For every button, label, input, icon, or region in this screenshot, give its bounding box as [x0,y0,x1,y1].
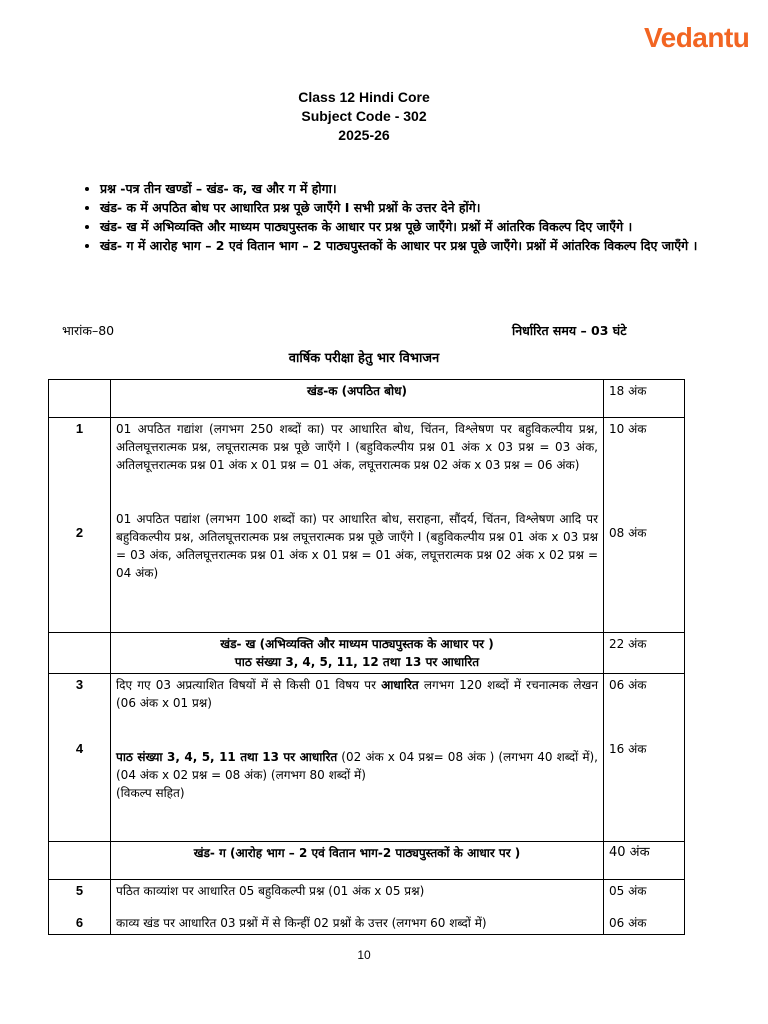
instruction-item: • खंड- क में अपठित बोध पर आधारित प्रश्न पूछे जाएँगे I सभी प्रश्नों के उत्तर देने होंगे। [100,199,700,217]
class-title: Class 12 Hindi Core [298,89,430,105]
table-row [49,380,685,418]
question-description [111,880,604,935]
question-description [111,674,604,842]
question-marks: 05 अंक 06 अंक [604,880,685,935]
weightage-table [48,379,685,935]
table-row [49,880,685,935]
subject-code: Subject Code - 302 [301,108,427,124]
q4-note: (विकल्प सहित) [116,786,185,800]
document-header [0,88,728,145]
page-number: 10 [357,948,371,962]
section-a-marks: 18 अंक [604,380,685,418]
question-description [111,418,604,633]
question-marks: 06 अंक 16 अंक [604,674,685,842]
session-year: 2025-26 [338,127,390,143]
question-number: 3 4 [49,674,111,842]
question-marks: 10 अंक 08 अंक [604,418,685,633]
total-marks: भारांक–80 [62,323,115,338]
section-c-title: खंड- ग (आरोह भाग – 2 एवं वितान भाग-2 पाठ्यपुस्तकों के आधार पर ) [111,842,604,880]
table-row [49,674,685,842]
section-c-marks: 40 अंक [604,842,685,880]
q5-text: पठित काव्यांश पर आधारित 05 बहुविकल्पी प्रश्न (01 अंक x 05 प्रश्न) [116,884,425,898]
instruction-item: • प्रश्न -पत्र तीन खण्डों – खंड- क, ख और ग में होगा। [100,180,700,198]
vedantu-logo: Vedantu [644,22,750,53]
instruction-item: • खंड- ख में अभिव्यक्ति और माध्यम पाठ्यपुस्तक के आधार पर प्रश्न पूछे जाएँगे। प्रश्नों में आंतरिक विकल्प दिए जाएँगे । [100,218,700,236]
question-number: 5 6 [49,880,111,935]
weightage-heading: वार्षिक परीक्षा हेतु भार विभाजन [288,351,440,366]
instructions-list [78,180,700,256]
q1-text: 01 अपठित गद्यांश (लगभग 250 शब्दों का) पर आधारित बोध, चिंतन, विश्लेषण पर बहुविकल्पीय प्रश्न, अतिलघूत्तरात्मक प्रश्न, लघूत्तरात्मक प्रश्न पूछे जाएँगे I (बहुविकल्पीय प्रश्न 01 अंक x 03 प्रश्न = 03 अंक, अतिलघूत्तरात्मक प्रश्न 01 अंक x 01 प्रश्न = 01 अंक, लघूत्तरात्मक प्रश्न 02 अंक x 03 प्रश्न = 06 अंक) [116,422,598,472]
section-a-title: खंड-क (अपठित बोध) [111,380,604,418]
table-row [49,633,685,674]
instruction-item: • खंड- ग में आरोह भाग – 2 एवं वितान भाग – 2 पाठ्यपुस्तकों के आधार पर प्रश्न पूछे जाएँगे। प्रश्नों में आंतरिक विकल्प दिए जाएँगे । [100,237,700,255]
section-b-title: खंड- ख (अभिव्यक्ति और माध्यम पाठ्यपुस्तक के आधार पर ) पाठ संख्या 3, 4, 5, 11, 12 तथा 13 पर आधारित [111,633,604,674]
question-number: 1 2 [49,418,111,633]
q4-text: पाठ संख्या 3, 4, 5, 11 तथा 13 पर आधारित (02 अंक x 04 प्रश्न= 08 अंक ) (लगभग 40 शब्दों में), (04 अंक x 02 प्रश्न = 08 अंक) (लगभग 80 शब्दों में) [116,750,598,782]
table-row [49,418,685,633]
time-allowed: निर्धारित समय – 03 घंटे [512,323,627,338]
q3-text: दिए गए 03 अप्रत्याशित विषयों में से किसी 01 विषय पर आधारित लगभग 120 शब्दों में रचनात्मक लेखन (06 अंक x 01 प्रश्न) [116,678,598,710]
table-row [49,842,685,880]
q6-text: काव्य खंड पर आधारित 03 प्रश्नों में से किन्हीं 02 प्रश्नों के उत्तर (लगभग 60 शब्दों में) [116,916,487,930]
q2-text: 01 अपठित पद्यांश (लगभग 100 शब्दों का) पर आधारित बोध, सराहना, सौंदर्य, चिंतन, विश्लेषण आदि पर बहुविकल्पीय प्रश्न, अतिलघूत्तरात्मक प्रश्न लघूत्तरात्मक प्रश्न पूछे जाएँगे I (बहुविकल्पीय प्रश्न 01 अंक x 03 प्रश्न = 03 अंक, अतिलघूत्तरात्मक प्रश्न 01 अंक x 01 प्रश्न = 01 अंक, लघूत्तरात्मक प्रश्न 02 अंक x 02 प्रश्न = 04 अंक) [116,512,598,580]
section-b-marks: 22 अंक [604,633,685,674]
